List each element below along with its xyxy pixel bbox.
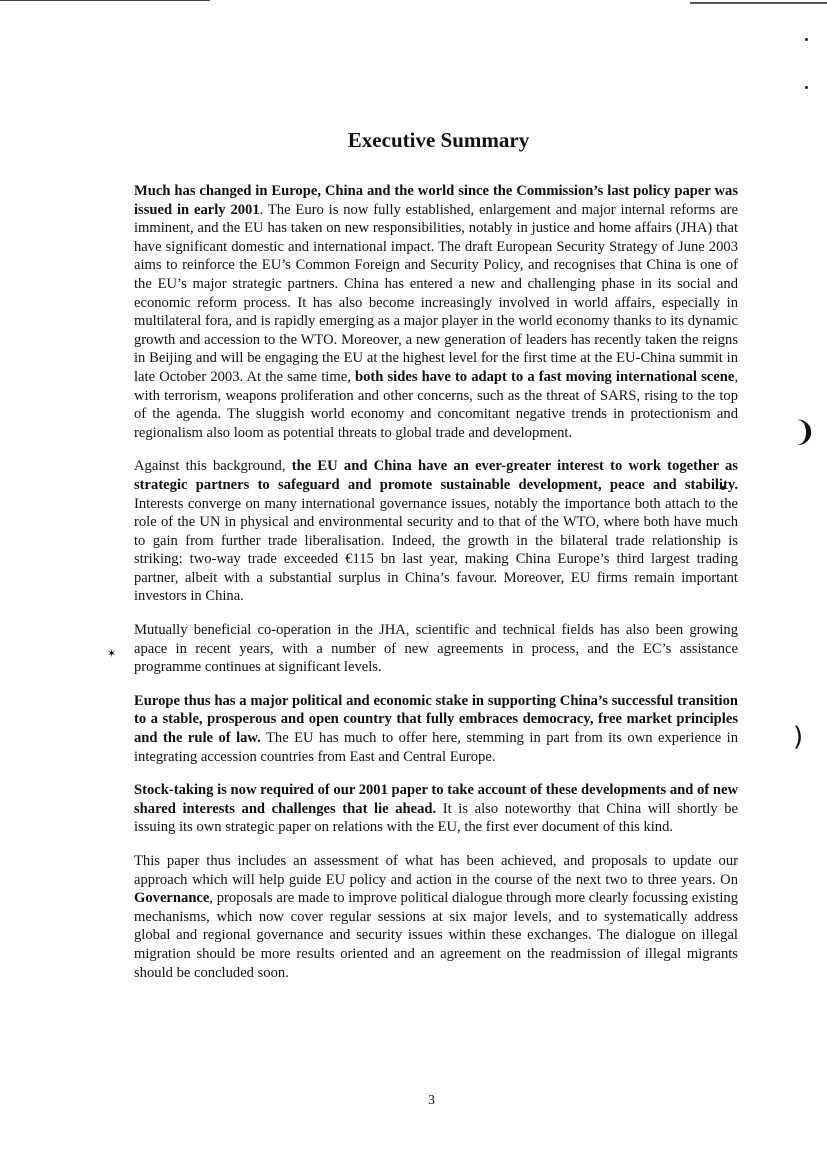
scan-speck [805, 38, 808, 41]
paragraph: Europe thus has a major political and economic stake in supporting China’s successful transition to a stable, prosperous and open country that fully embraces democracy, free market principles and the rule of law. The EU has much to offer here, stemming in part from its own experience in integrating accession countries from East and Central Europe. [134, 692, 738, 765]
punch-hole-mark: ❩ [793, 415, 817, 448]
paragraph: Stock-taking is now required of our 2001 paper to take account of these developments and of new shared interests and challenges that lie ahead. It is also noteworthy that China will shortly be issuing its own strategic paper on relations with the EU, the first ever document of this kind. [134, 782, 738, 836]
paragraph: Much has changed in Europe, China and the world since the Commission’s last policy paper was issued in early 2001. The Euro is now fully established, enlargement and major internal reforms are imminent, and the EU has taken on new responsibilities, notably in justice and home affairs (JHA) that have significant domestic and international impact. The draft European Security Strategy of June 2003 aims to reinforce the EU’s Common Foreign and Security Policy, and recognises that China is one of the EU’s major strategic partners. China has entered a new and challenging phase in its social and economic reform process. It has also become increasingly involved in world affairs, especially in multilateral fora, and is rapidly emerging as a major player in the world economy thanks to its dynamic growth and accession to the WTO. Moreover, a new generation of leaders has recently taken the reigns in Beijing and will be engaging the EU at the highest level for the first time at the EU-China summit in late October 2003. At the same time, both sides have to adapt to a fast moving international scene, with terrorism, weapons proliferation and other concerns, such as the threat of SARS, rising to the top of the agenda. The sluggish world economy and concomitant negative trends in protectionism and regionalism also loom as potential threats to global trade and development. [134, 183, 739, 441]
scan-speck [805, 86, 808, 89]
paragraph: This paper thus includes an assessment of what has been achieved, and proposals to update our approach which will help guide EU policy and action in the course of the next two to three years. On Governance, proposals are made to improve political dialogue through more clearly focussing existing mechanisms, which now cover regular sessions at six major levels, and to systematically address global and regional governance and security issues within these exchanges. The dialogue on illegal migration should be more results oriented and an agreement on the readmission of illegal migrants should be concluded soon. [134, 853, 738, 981]
document-body [134, 182, 738, 997]
scan-artifact-mark: ✶ [107, 647, 117, 660]
scan-edge-line [690, 2, 827, 4]
punch-hole-mark: ) [793, 722, 804, 752]
page-number: 3 [428, 1093, 435, 1108]
page-title: Executive Summary [347, 128, 530, 152]
paragraph: Against this background, the EU and China have an ever-greater interest to work together as strategic partners to safeguard and promote sustainable development, peace and stability. Interests converge on many international governance issues, notably the importance both attach to the role of the UN in physical and environmental security and to that of the WTO, where both have much to gain from further trade liberalisation. Indeed, the growth in the bilateral trade relationship is striking: two-way trade exceeded €115 bn last year, making China Europe’s third largest trading partner, albeit with a substantial surplus in China’s favour. Moreover, EU firms remain important investors in China. [134, 458, 738, 605]
paragraph: Mutually beneficial co-operation in the JHA, scientific and technical fields has also been growing apace in recent years, with a number of new agreements in process, and the EC’s assistance programme continues at significant levels. [134, 622, 738, 676]
scan-edge-line [0, 0, 210, 1]
